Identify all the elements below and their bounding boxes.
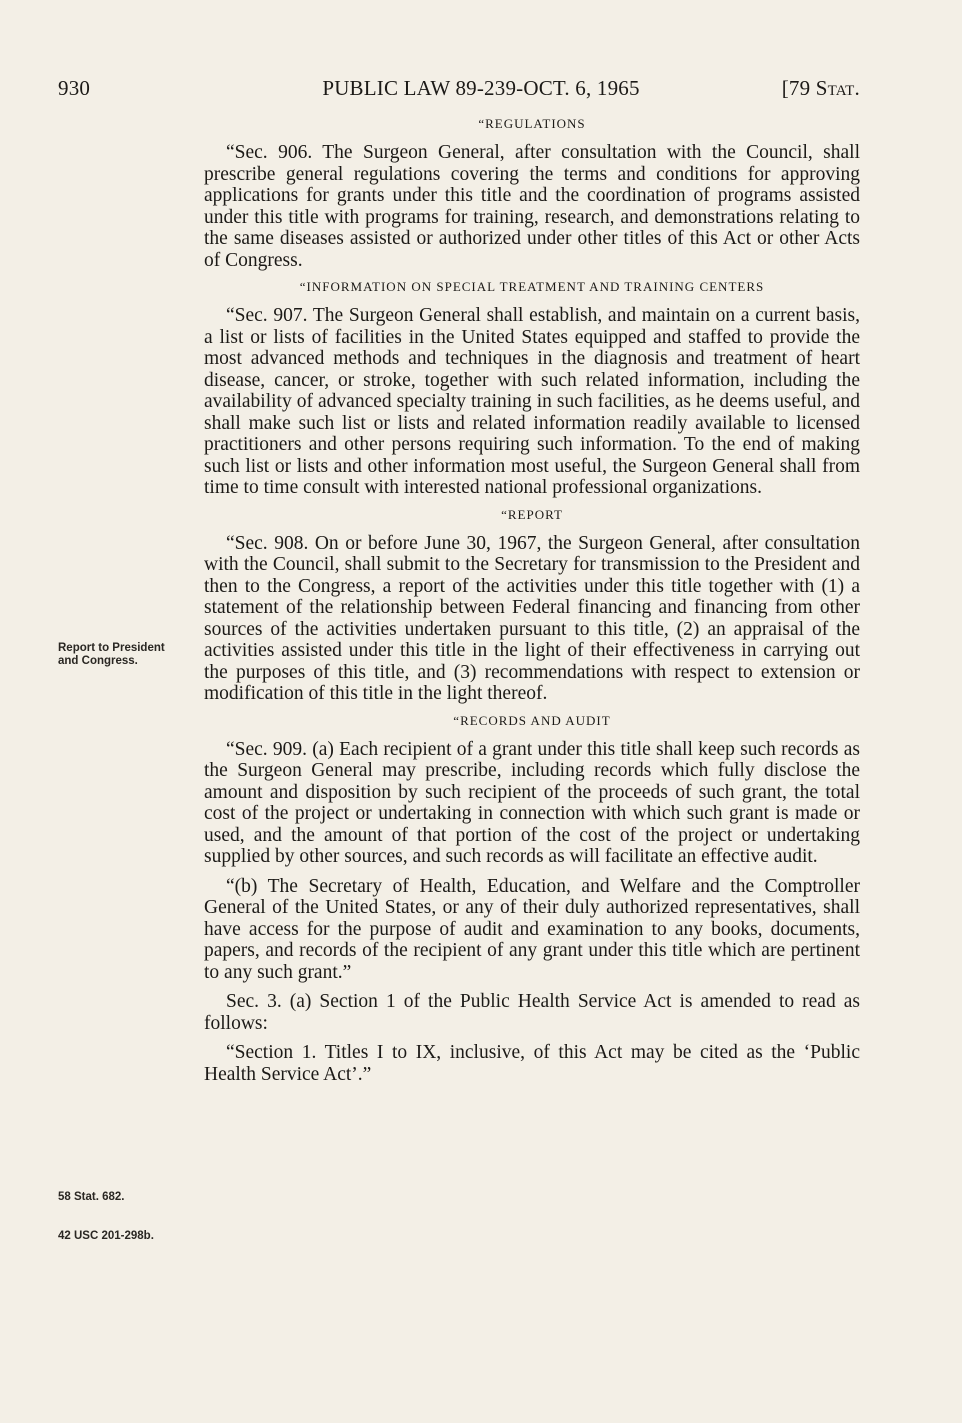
heading-report: “REPORT [501, 506, 563, 522]
statute-reference [782, 76, 860, 101]
heading-regulations: “REGULATIONS [478, 116, 586, 131]
section-3: Sec. 3. (a) Section 1 of the Public Health Service Act is amended to read as follows: [204, 991, 860, 1034]
body-text [204, 116, 860, 1093]
heading-records-audit: “RECORDS AND AUDIT [453, 712, 611, 728]
heading-information-centers: “INFORMATION ON SPECIAL TREATMENT AND TRAINING CENTERS [299, 279, 765, 294]
section-909-b: “(b) The Secretary of Health, Education, and Welfare and the Comptroller General of the United States, or any of their duly authorized representatives, shall have access for the purpose of audit and examination to any books, documents, papers, and records of the recipient of any grant under this title which are pertinent to any such grant.” [204, 875, 860, 983]
section-908: “Sec. 908. On or before June 30, 1967, the Surgeon General, after consultation with the Council, shall submit to the Secretary for transmission to the President and then to the Congress, a report of the activities under this title together with (1) a statement of the relationship between Federal financing and financing from other sources of the activities undertaken pursuant to this title, (2) an appraisal of the activities assisted under this title in the light of their effectiveness in carrying out the purposes of this title, and (3) recommendations with respect to extension or modification of this title in the light thereof. [204, 532, 860, 704]
page-title: PUBLIC LAW 89-239-OCT. 6, 1965 [322, 76, 640, 100]
margin-note-stat: 58 Stat. 682. [58, 1191, 125, 1203]
statute-label: Stat. [815, 76, 860, 100]
section-907: “Sec. 907. The Surgeon General shall establish, and maintain on a current basis, a list or lists of facilities in the United States equipped and staffed to provide the most advanced methods and techniques in the diagnosis and treatment of heart disease, cancer, or stroke, together with such related information, including the availability of advanced specialty training in such facilities, as he deems useful, and shall make such list or lists and related information readily available to licensed practitioners and other persons requiring such information. To the end of making such list or lists and other information most useful, the Surgeon General shall from time to time consult with interested national professional organizations. [204, 305, 860, 498]
statute-volume: [79 [781, 76, 811, 100]
margin-note-usc: 42 USC 201-298b. [58, 1230, 154, 1242]
section-909-a: “Sec. 909. (a) Each recipient of a grant under this title shall keep such records as the Surgeon General may prescribe, including records which fully disclose the amount and disposition by such recipient of the proceeds of such grant, the total cost of the project or undertaking in connection with which such grant is made or used, and the amount of that portion of the cost of the project or undertaking supplied by other sources, and such records as will facilitate an effective audit. [204, 738, 860, 867]
section-906: “Sec. 906. The Surgeon General, after consultation with the Council, shall prescribe general regulations covering the terms and conditions for approving applications for grants under this title and the coordination of programs assisted under this title with programs for training, research, and demonstrations relating to the same diseases assisted or authorized under other titles of this Act or other Acts of Congress. [204, 142, 860, 271]
page-number: 930 [58, 76, 91, 100]
margin-note-report: Report to President and Congress. [58, 642, 165, 667]
section-1: “Section 1. Titles I to IX, inclusive, of this Act may be cited as the ‘Public Health Service Act’.” [204, 1042, 860, 1085]
